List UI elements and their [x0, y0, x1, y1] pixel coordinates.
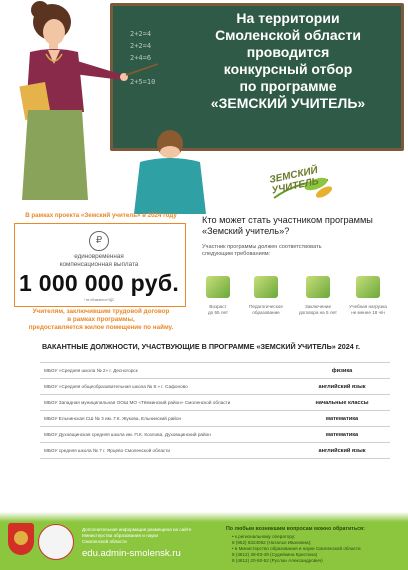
- vacancies-title: ВАКАНТНЫЕ ДОЛЖНОСТИ, УЧАСТВУЮЩИЕ В ПРОГРАММЕ «ЗЕМСКИЙ УЧИТЕЛЬ» 2024 г.: [42, 342, 360, 351]
- table-row: [40, 443, 390, 459]
- table-row: [40, 363, 390, 379]
- coin-hand-icon: ₽: [89, 231, 109, 251]
- school-cell: МБОУ Духовщинская средняя школа им. П.К. Козлова, Духовщинский район: [44, 432, 211, 437]
- eligibility-title: Кто может стать участником программы «Земский учитель»?: [202, 215, 373, 236]
- student-illustration: [110, 128, 230, 214]
- hero-headline: На территории Смоленской области проводится конкурсный отбор по программе «ЗЕМСКИЙ УЧИТЕЛЬ»: [210, 10, 366, 111]
- requirement-workload: Учебная нагрузка не менее 18 ч/н: [346, 270, 390, 330]
- green-badge-icon: [356, 276, 380, 298]
- requirement-education: Педагогическое образование: [244, 270, 288, 330]
- payment-note: * не облагается НДС: [83, 298, 115, 302]
- contacts-list: • к региональному оператору: 8 (952) 5324082 (Наталья Ивановна); • в Министерство образования и науки Смоленской области 8 (4812) 38-93-49 (Судейкина Кристина) 8 (4812) 20-50-52 (Руслан Александрович): [232, 534, 361, 563]
- requirement-contract: Заключение договора на 5 лет: [296, 270, 340, 330]
- chalk-line: 2+4=6: [130, 54, 152, 62]
- subject-cell: математика: [325, 431, 359, 438]
- school-cell: МБОУ Западная муниципальная ООШ МО «Тёмкинский район» Смоленской области: [44, 400, 231, 405]
- smolensk-crest-icon: [8, 523, 34, 555]
- program-logo: [266, 162, 336, 202]
- table-row: [40, 427, 390, 443]
- green-badge-icon: [254, 276, 278, 298]
- subject-cell: математика: [325, 415, 359, 422]
- school-cell: МБОУ Ельнинская СШ № 3 им. Г.К. Жукова, Ельнинский район: [44, 416, 182, 421]
- eligibility-subtitle: Участник программы должен соответствовать следующим требованиям:: [202, 244, 322, 257]
- green-badge-icon: [206, 276, 230, 298]
- housing-note: Учителям, заключившим трудовой договор в рамках программы, предоставляется жилое помещение по найму.: [28, 308, 174, 331]
- school-cell: МБОУ средняя школа № 7 г. Ярцево Смоленской области: [44, 448, 171, 453]
- contacts-title: По любым возникшим вопросам можно обратиться:: [226, 526, 365, 532]
- green-badge-icon: [306, 276, 330, 298]
- subject-cell: английский язык: [318, 447, 366, 454]
- table-row: [40, 395, 390, 411]
- payment-label: единовременная компенсационная выплата: [59, 253, 139, 268]
- payment-amount: 1 000 000 руб.: [18, 270, 180, 296]
- school-cell: МБОУ «Средняя общеобразовательная школа № 8 » г. Сафоново: [44, 384, 188, 389]
- footer-info: Дополнительная информация размещена на сайте Министерства образования и науки Смоленской области: [82, 527, 192, 544]
- subject-cell: английский язык: [318, 383, 366, 390]
- table-row: [40, 379, 390, 395]
- chalk-line: 2+5=10: [130, 78, 156, 86]
- footer-fade: [0, 512, 408, 522]
- subject-cell: физика: [331, 367, 353, 374]
- chalk-line: 2+2=4: [130, 42, 152, 50]
- website-link[interactable]: edu.admin-smolensk.ru: [82, 548, 181, 559]
- vacancies-table: [40, 362, 390, 459]
- table-row: [40, 411, 390, 427]
- logo-wordmark: ЗЕМСКИЙ УЧИТЕЛЬ: [268, 164, 320, 197]
- school-cell: МБОУ «Средняя школа № 2» г. Десногорск: [44, 368, 138, 373]
- ministry-emblem-icon: [38, 524, 74, 560]
- subject-cell: начальные классы: [315, 399, 369, 406]
- requirement-age: Возраст до 55 лет: [196, 270, 240, 330]
- project-caption: В рамках проекта «Земский учитель» в 2024 году: [25, 212, 177, 219]
- chalk-line: 2+2=4: [130, 30, 152, 38]
